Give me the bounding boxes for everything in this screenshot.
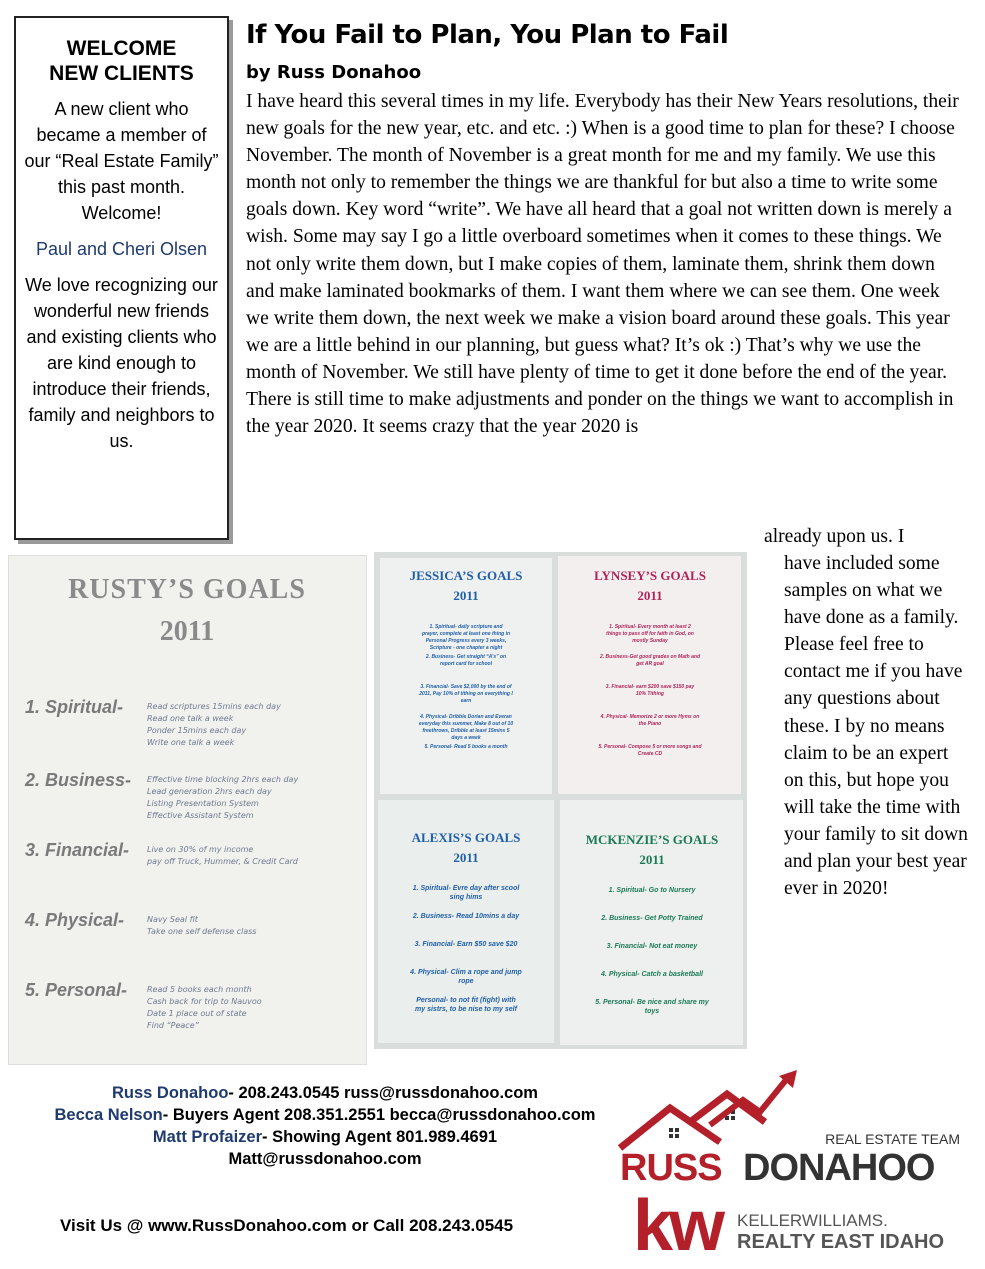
rusty-goal-note: Write one talk a week — [147, 738, 235, 747]
sheet-goal-item: 2. Business- Get straight “A’s” on — [425, 654, 507, 660]
sheet-goal-item: toys — [644, 1008, 660, 1015]
sheet-goal-item: 2. Business-Get good grades on Math and — [599, 654, 701, 660]
contact-name: Becca Nelson — [54, 1106, 163, 1124]
kw-name-text: KELLERWILLIAMS. — [737, 1211, 888, 1230]
sheet-title: JESSICA’S GOALS — [409, 568, 523, 583]
sheet-goal-item: Scripture - one chapter a night — [429, 645, 503, 651]
contact-block — [0, 1082, 650, 1170]
sheet-goal-item: 3. Financial- Earn $50 save $20 — [414, 941, 518, 948]
contact-line — [0, 1104, 650, 1126]
article-body-continued-line: already upon us. I — [764, 526, 905, 547]
contact-info: - Buyers Agent 208.351.2551 becca@russdonahoo.com — [162, 1106, 596, 1124]
rusty-goal-note: Effective Assistant System — [147, 811, 254, 820]
logo-team-text: REAL ESTATE TEAM — [825, 1131, 960, 1147]
sheet-goal-item: 3. Financial- earn $200 save $150 pay — [605, 684, 695, 690]
sheet-title: LYNSEY’S GOALS — [594, 568, 706, 583]
rusty-goal-note: Live on 30% of my income — [147, 845, 254, 854]
sheet-goal-item: prayer, complete at least one thing in — [421, 631, 511, 637]
logo-donahoo-text: DONAHOO — [743, 1147, 935, 1189]
window-icon — [675, 1134, 679, 1138]
contact-line — [0, 1082, 650, 1104]
sheet-goal-item: 1. Spiritual- Evre day after scool — [412, 885, 520, 892]
welcome-title-line1: WELCOME — [66, 37, 177, 60]
contact-name: Russ Donahoo — [112, 1084, 229, 1102]
sheet-year: 2011 — [639, 852, 665, 867]
sheet-goal-item: 3. Financial- Save $2,000 by the end of — [420, 684, 512, 690]
sheet-goal-item: 4. Physical- Memorize 2 or more Hyms on — [600, 714, 700, 720]
rusty-goal-label: 4. Physical- — [25, 910, 125, 930]
rusty-goal-note: Effective time blocking 2hrs each day — [147, 775, 299, 784]
rusty-goal-label: 2. Business- — [25, 770, 132, 790]
sheet-goal-item: earn — [460, 698, 472, 704]
sheet-year: 2011 — [453, 588, 479, 603]
welcome-new-clients-box — [14, 16, 229, 540]
window-icon — [675, 1128, 679, 1132]
rusty-goal-note: Take one self defense class — [147, 927, 257, 936]
sheet-goal-item: 2. Business- Get Potty Trained — [601, 915, 703, 922]
welcome-title-line2: NEW CLIENTS — [49, 62, 194, 85]
rusty-goal-note: Ponder 15mins each day — [147, 726, 247, 735]
contact-email: Matt@russdonahoo.com — [228, 1150, 422, 1168]
sheet-goal-item: get AR goal — [636, 661, 664, 667]
sheet-goal-item: mostly Sunday — [632, 638, 668, 644]
sheet-year: 2011 — [637, 588, 663, 603]
sheet-goal-item: report card for school — [440, 661, 492, 667]
rusty-goal-note: Lead generation 2hrs each day — [147, 787, 272, 796]
sheet-goal-item: 3. Financial- Not eat money — [606, 943, 698, 950]
window-icon — [669, 1128, 673, 1132]
article-body-continued: have included some samples on what we have done as a family. Please feel free to contact me if you have any questions about these. I by no means claim to be an expert on this, but hope you will take the time with your family to sit down and plan your best year ever in 2020! — [784, 553, 968, 900]
rusty-goal-note: Cash back for trip to Nauvoo — [147, 997, 262, 1006]
kw-office-text: REALTY EAST IDAHO — [737, 1231, 945, 1253]
website-call-line: Visit Us @ www.RussDonahoo.com or Call 208.243.0545 — [60, 1216, 514, 1235]
sheet-goal-item: 5. Personal- Compose 5 or more songs and — [598, 744, 702, 750]
welcome-outro: We love recognizing our wonderful new friends and existing clients who are kind enough to introduce their friends, family and neighbors to us. — [25, 275, 218, 451]
rusty-goal-note: Navy Seal fit — [147, 915, 198, 924]
sheet-goal-item: sing hims — [449, 894, 483, 901]
sheet-goal-item: 5. Personal- Read 5 books a month — [424, 744, 508, 750]
sheet-goal-item: rope — [458, 978, 474, 985]
sheet-goal-item: 10% Tithing — [636, 691, 664, 697]
kw-logo-icon: kw — [633, 1186, 722, 1260]
rusty-goal-note: Read 5 books each month — [147, 985, 252, 994]
sheet-title: ALEXIS’S GOALS — [411, 830, 521, 845]
contact-info: - 208.243.0545 russ@russdonahoo.com — [228, 1084, 538, 1102]
sheet-goal-item: 5. Personal- Be nice and share my — [595, 999, 709, 1006]
sheet-goal-item: the Piano — [638, 721, 662, 727]
sheet-goal-item: 1. Spiritual- Go to Nursery — [608, 887, 696, 894]
contact-info: - Showing Agent 801.989.4691 — [262, 1128, 498, 1146]
sheet-title: MCKENZIE’S GOALS — [585, 832, 719, 847]
window-icon — [731, 1116, 735, 1120]
kids-goals-sheets — [374, 552, 747, 1049]
sheet-goal-item: Personal- to not fit (fight) with — [416, 997, 516, 1004]
contact-line — [0, 1126, 650, 1148]
sheet-goal-item: 4. Physical- Clim a rope and jump — [410, 969, 522, 976]
welcome-intro: A new client who became a member of our “Real Estate Family” this past month. Welcome! — [24, 99, 219, 223]
sheet-goal-item: 2011, Pay 10% of tithing on everything I — [419, 691, 513, 697]
rusty-goal-note: Listing Presentation System — [147, 799, 259, 808]
article-title: If You Fail to Plan, You Plan to Fail — [246, 20, 729, 50]
sheet-goal-item: 4. Physical- Catch a basketball — [601, 971, 703, 978]
sheet-goal-item: Create CD — [637, 751, 663, 757]
rusty-goals-title: RUSTY’S GOALS — [68, 574, 306, 605]
sheet-goal-item: Personal Progress every 3 weeks, — [425, 638, 507, 644]
rusty-goal-note: Read scriptures 15mins each day — [147, 702, 281, 711]
rusty-goal-label: 1. Spiritual- — [25, 697, 124, 717]
article-byline: by Russ Donahoo — [246, 62, 422, 83]
welcome-title — [16, 36, 227, 86]
rusty-goal-label: 5. Personal- — [25, 980, 128, 1000]
rusty-goals-photo — [8, 555, 367, 1065]
kids-goals-photo — [374, 552, 747, 1049]
rusty-goal-note: Date 1 place out of state — [147, 1009, 247, 1018]
new-client-names: Paul and Cheri Olsen — [35, 239, 208, 259]
rusty-goal-note: Read one talk a week — [147, 714, 234, 723]
sheet-goal-item: 1. Spiritual- daily scripture and — [429, 624, 503, 630]
contact-name: Matt Profaizer — [152, 1128, 263, 1146]
rusty-goal-note: pay off Truck, Hummer, & Credit Card — [147, 857, 298, 866]
rusty-goals-year: 2011 — [159, 616, 215, 647]
sheet-goal-item: my sistrs, to be nise to my self — [415, 1006, 517, 1013]
sheet-goal-item: freethrows, Dribble at least 15mins 5 — [422, 728, 510, 734]
rusty-goal-note: Find “Peace” — [147, 1021, 199, 1030]
rusty-goals-sheet — [9, 556, 366, 1064]
sheet-year: 2011 — [453, 850, 479, 865]
rusty-goal-label: 3. Financial- — [25, 840, 130, 860]
sheet-goal-item: 2. Business- Read 10mins a day — [412, 913, 520, 920]
logo-graphic — [615, 1070, 970, 1260]
logo-russ-text: RUSS — [620, 1147, 722, 1189]
article-body: I have heard this several times in my life. Everybody has their New Years resolutions, their new goals for the new year, etc. and etc. :) When is a good time to plan for these? I choose November. The month of November is a great month for me and my family. We use this month not only to remember the things we are thankful for but also a time to write some goals down. Key word “write”. We have all heard that a goal not written down is merely a wish. Some may say I go a little overboard sometimes when it comes to these things. We not only write them down, but I make copies of them, laminate them, shrink them down and make laminated bookmarks of them. I want them where we can see them. One week we write them down, the next week we make a vision board around these goals. This year we are a little behind in our planning, but guess what? It’s ok :) That’s why we use the month of November. We still have plenty of time to get it done before the end of the year. There is still time to make adjustments and ponder on the things we want to accomplish in the year 2020. It seems crazy that the year 2020 is — [246, 91, 959, 438]
sheet-goal-item: everyday this summer, Make 8 out of 10 — [418, 721, 514, 727]
sheet-goal-item: things to pass off for faith in God, on — [606, 631, 694, 637]
russ-donahoo-logo — [615, 1070, 970, 1260]
sheet-goal-item: days a week — [451, 735, 481, 741]
sheet-goal-item: 4. Physical- Dribble Dorian and Everan — [420, 714, 512, 720]
window-icon — [669, 1134, 673, 1138]
sheet-goal-item: 1. Spiritual- Every month at least 2 — [609, 624, 691, 630]
